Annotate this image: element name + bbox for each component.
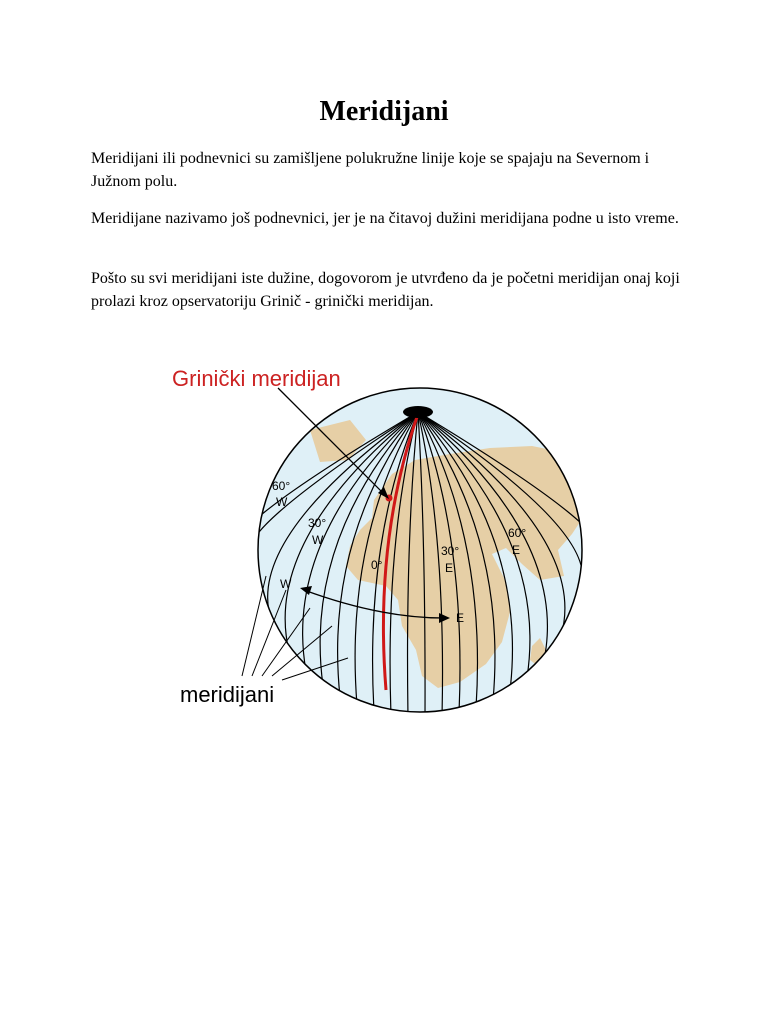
label-0-degrees: 0° [371,558,383,572]
meridians-label: meridijani [180,682,275,707]
paragraph-noon: Meridijane nazivamo još podnevnici, jer je na čitavoj dužini meridijana podne u isto vreme. [91,210,679,227]
label-30w-direction: W [312,533,324,547]
globe-illustration [160,350,600,730]
label-60w-direction: W [276,495,288,509]
label-60e-direction: E [512,543,521,557]
paragraph-greenwich: Pošto su svi meridijani iste dužine, dogovorom je utvrđeno da je početni meridijan onaj koji prolazi kroz opservatoriju Grinič - grinički meridijan. [91,270,680,310]
north-pole-mark [403,406,433,418]
label-east-arrow: E [456,611,465,625]
label-west-arrow: W [280,577,292,591]
page-title: Meridijani [319,96,449,127]
greenwich-meridian-label: Grinički meridijan [172,366,341,391]
label-30w-degrees: 30° [308,516,327,530]
label-60e-degrees: 60° [508,526,527,540]
paragraph-definition: Meridijani ili podnevnici su zamišljene polukružne linije koje se spajaju na Severnom i Južnom polu. [91,150,650,190]
label-30e-degrees: 30° [441,544,460,558]
label-30e-direction: E [445,561,454,575]
label-60w-degrees: 60° [272,479,291,493]
globe-figure [160,350,600,730]
